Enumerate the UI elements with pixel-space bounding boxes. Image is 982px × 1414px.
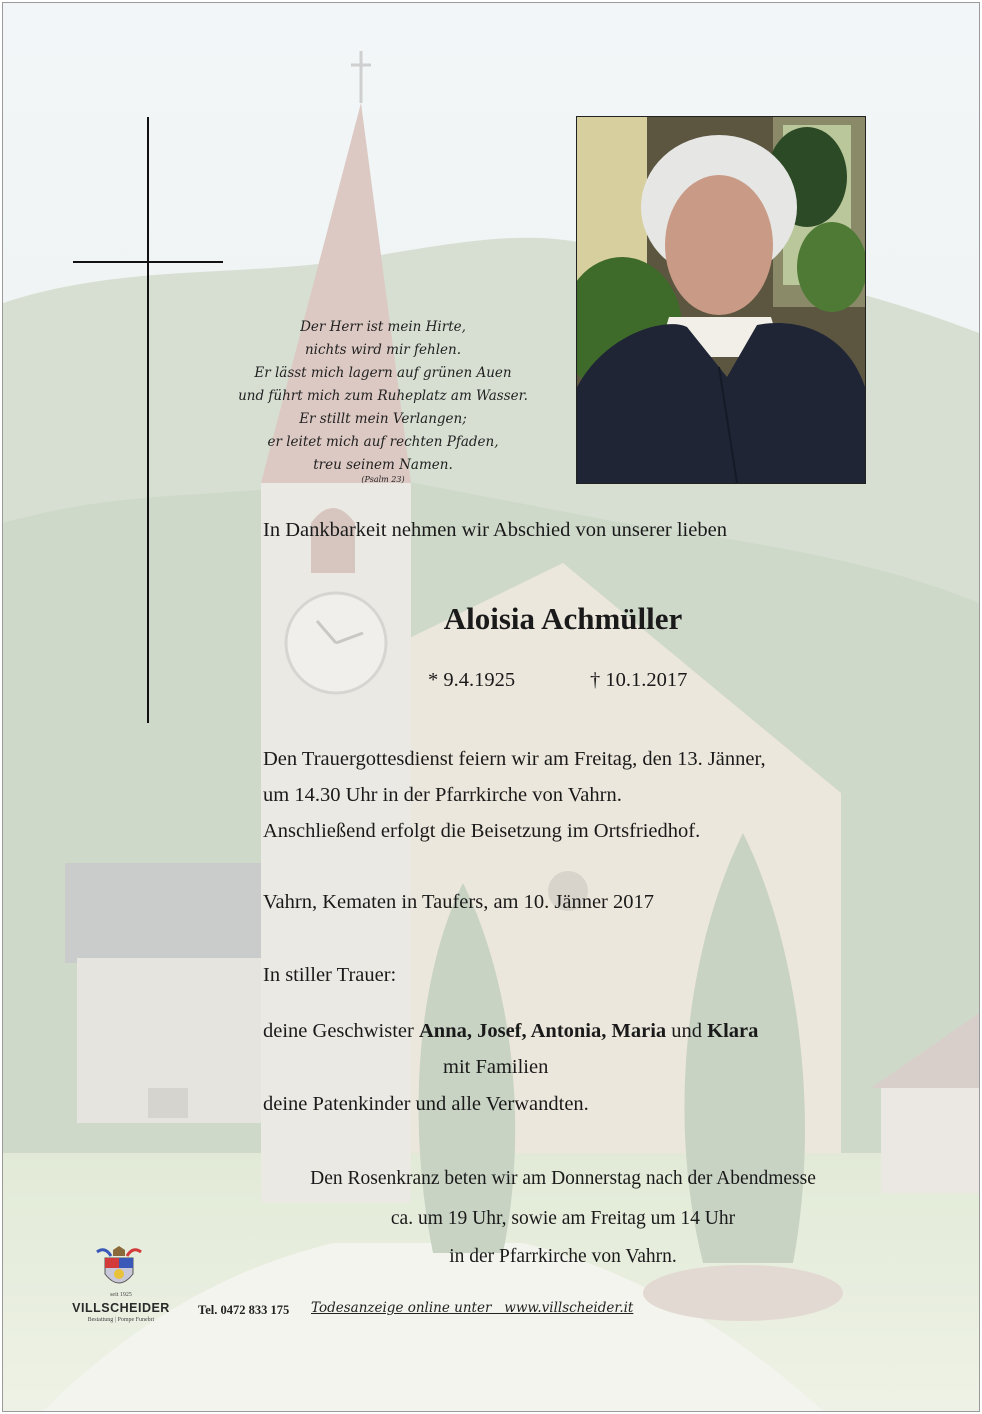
- family-names: Anna, Josef, Antonia, Maria: [418, 1020, 667, 1042]
- psalm-line: Er stillt mein Verlangen;: [299, 411, 467, 427]
- mourning-label: In stiller Trauer:: [263, 964, 397, 986]
- family-line: mit Familien: [443, 1056, 549, 1078]
- place-and-date: Vahrn, Kematen in Taufers, am 10. Jänner 2017: [263, 891, 654, 913]
- rosary-line: Den Rosenkranz beten wir am Donnerstag nach der Abendmesse: [310, 1168, 816, 1189]
- logo-subtitle: Bestattung | Pompe Funebri: [87, 1317, 155, 1323]
- rosary-line: ca. um 19 Uhr, sowie am Freitag um 14 Uhr: [390, 1208, 736, 1229]
- cross-vertical-bar: [147, 117, 149, 723]
- psalm-line: nichts wird mir fehlen.: [304, 342, 461, 358]
- death-date: † 10.1.2017: [590, 669, 688, 691]
- online-link-text[interactable]: Todesanzeige online unter www.villscheider.it: [311, 1300, 634, 1316]
- logo-since: seit 1925: [110, 1292, 132, 1298]
- family-siblings-line: [263, 1020, 758, 1043]
- portrait-photo: [576, 116, 866, 484]
- intro-text: In Dankbarkeit nehmen wir Abschied von unserer lieben: [263, 519, 727, 541]
- deceased-name: Aloisia Achmüller: [443, 601, 683, 636]
- psalm-quote: [193, 316, 573, 485]
- psalm-line: er leitet mich auf rechten Pfaden,: [267, 434, 499, 450]
- service-line: um 14.30 Uhr in der Pfarrkirche von Vahrn.: [263, 784, 622, 806]
- psalm-line: Der Herr ist mein Hirte,: [300, 319, 466, 335]
- family-line: deine Patenkinder und alle Verwandten.: [263, 1093, 589, 1115]
- service-line: Anschließend erfolgt die Beisetzung im Ortsfriedhof.: [263, 820, 701, 842]
- rosary-line: in der Pfarrkirche von Vahrn.: [449, 1246, 677, 1267]
- birth-date: * 9.4.1925: [428, 669, 516, 691]
- psalm-line: treu seinem Namen.: [313, 457, 453, 473]
- logo-name: VILLSCHEIDER: [72, 1301, 170, 1315]
- psalm-line: Er lässt mich lagern auf grünen Auen: [254, 365, 512, 381]
- family-and: und: [666, 1020, 708, 1042]
- psalm-line: und führt mich zum Ruheplatz am Wasser.: [238, 388, 528, 404]
- service-line: Den Trauergottesdienst feiern wir am Freitag, den 13. Jänner,: [263, 748, 766, 770]
- online-link[interactable]: [311, 1300, 633, 1316]
- obituary-page: [2, 2, 980, 1412]
- psalm-reference: (Psalm 23): [361, 475, 405, 484]
- coat-of-arms-icon: [91, 1246, 147, 1292]
- family-prefix: deine Geschwister: [263, 1020, 419, 1042]
- cross-horizontal-bar: [73, 261, 223, 263]
- family-names-last: Klara: [707, 1020, 759, 1042]
- phone-number: Tel. 0472 833 175: [198, 1303, 290, 1317]
